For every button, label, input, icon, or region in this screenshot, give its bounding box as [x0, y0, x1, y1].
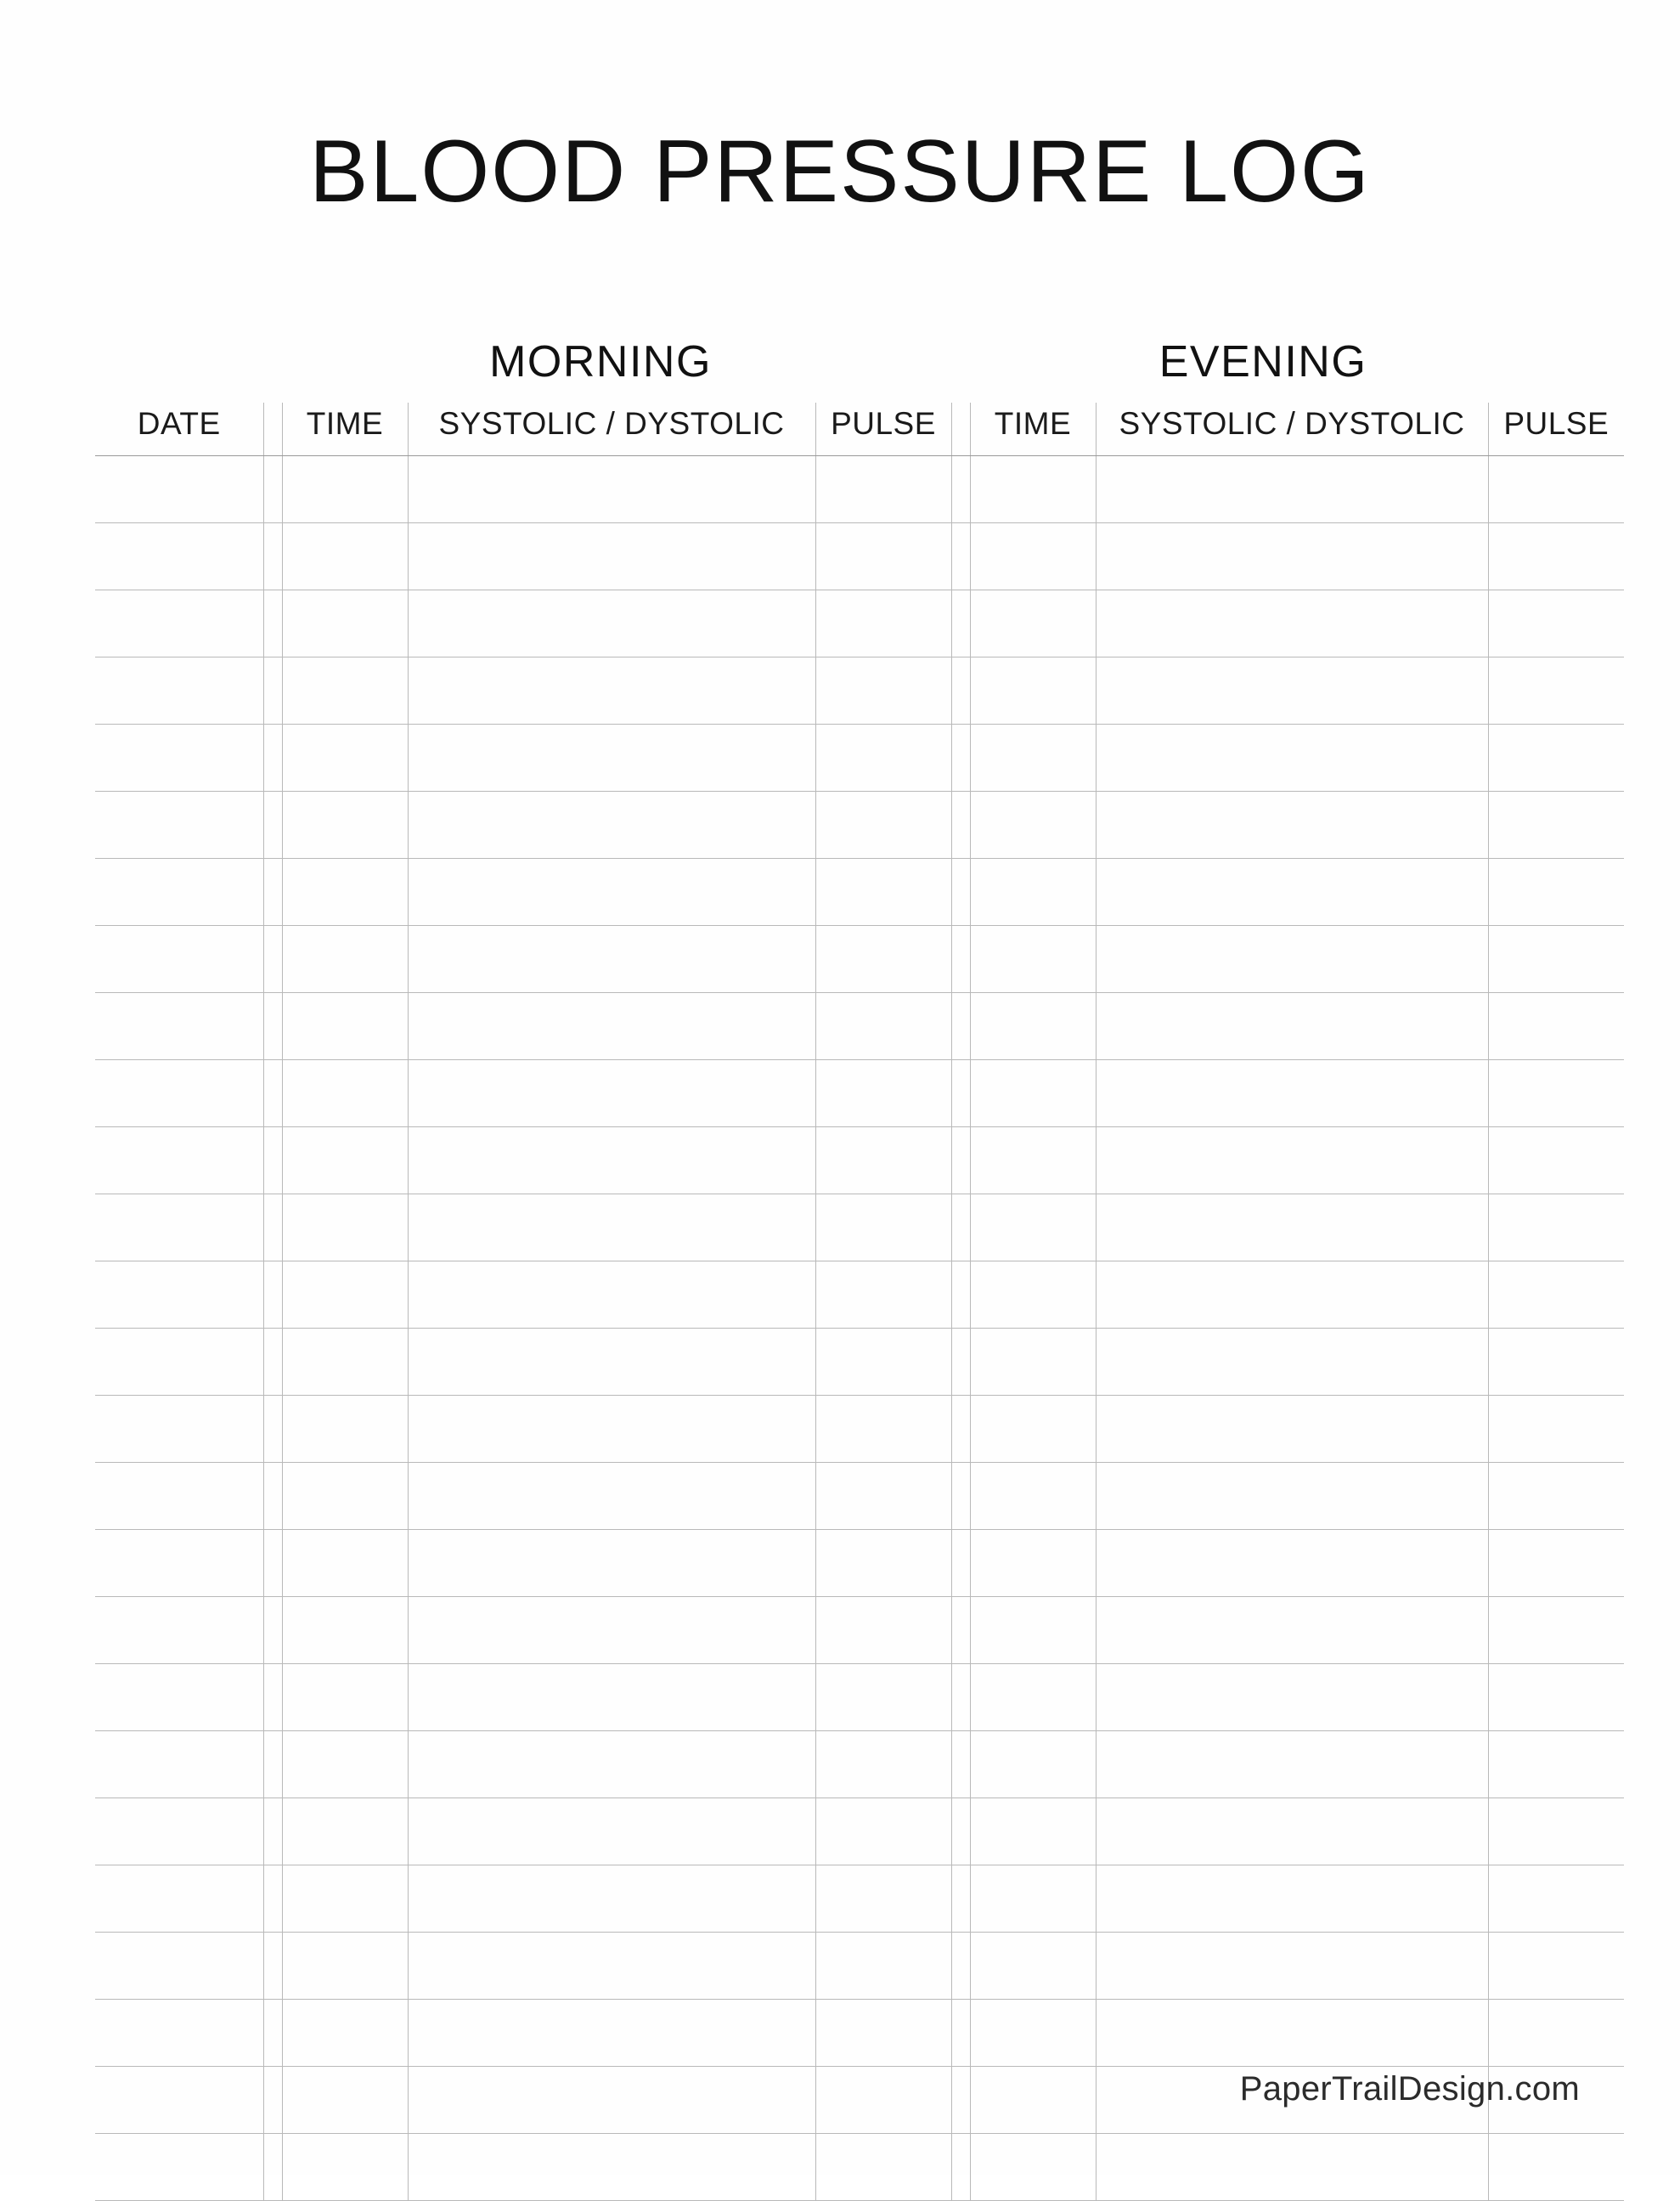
cell-morning-systolic-dystolic[interactable]	[408, 1462, 815, 1529]
column-header-evening-pulse: PULSE	[1488, 403, 1624, 456]
cell-divider-right[interactable]	[951, 1328, 970, 1395]
cell-date[interactable]	[95, 791, 263, 858]
cell-evening-time[interactable]	[970, 1194, 1096, 1261]
cell-divider-left[interactable]	[263, 1932, 282, 1999]
cell-evening-time[interactable]	[970, 1059, 1096, 1126]
cell-evening-time[interactable]	[970, 2133, 1096, 2200]
cell-morning-pulse[interactable]	[815, 1328, 951, 1395]
cell-date[interactable]	[95, 455, 263, 522]
cell-morning-systolic-dystolic[interactable]	[408, 1059, 815, 1126]
table-header-row	[95, 403, 1624, 456]
cell-evening-pulse[interactable]	[1488, 724, 1624, 791]
cell-divider-left[interactable]	[263, 1999, 282, 2066]
cell-morning-pulse[interactable]	[815, 1663, 951, 1730]
table-row	[95, 1596, 1624, 1663]
cell-morning-systolic-dystolic[interactable]	[408, 1663, 815, 1730]
table-row	[95, 1126, 1624, 1194]
table-row	[95, 657, 1624, 724]
cell-evening-pulse[interactable]	[1488, 1462, 1624, 1529]
column-header-evening-systolic-dystolic: SYSTOLIC / DYSTOLIC	[1096, 403, 1488, 456]
table-row	[95, 1261, 1624, 1328]
table-row	[95, 590, 1624, 657]
cell-divider-left[interactable]	[263, 1529, 282, 1596]
cell-morning-systolic-dystolic[interactable]	[408, 1932, 815, 1999]
cell-evening-systolic-dystolic[interactable]	[1096, 1663, 1488, 1730]
cell-evening-time[interactable]	[970, 1328, 1096, 1395]
column-header-morning-systolic-dystolic: SYSTOLIC / DYSTOLIC	[408, 403, 815, 456]
cell-morning-pulse[interactable]	[815, 2133, 951, 2200]
cell-divider-right[interactable]	[951, 1529, 970, 1596]
cell-evening-time[interactable]	[970, 1730, 1096, 1797]
blood-pressure-log-table	[95, 403, 1624, 2201]
cell-evening-time[interactable]	[970, 1797, 1096, 1865]
cell-date[interactable]	[95, 657, 263, 724]
cell-morning-time[interactable]	[282, 1395, 408, 1462]
cell-evening-time[interactable]	[970, 1663, 1096, 1730]
cell-divider-right[interactable]	[951, 455, 970, 522]
cell-evening-systolic-dystolic[interactable]	[1096, 1194, 1488, 1261]
cell-date[interactable]	[95, 1261, 263, 1328]
cell-divider-right[interactable]	[951, 1261, 970, 1328]
cell-divider-right[interactable]	[951, 992, 970, 1059]
cell-divider-right[interactable]	[951, 1126, 970, 1194]
cell-evening-time[interactable]	[970, 1932, 1096, 1999]
cell-morning-systolic-dystolic[interactable]	[408, 1529, 815, 1596]
cell-evening-systolic-dystolic[interactable]	[1096, 1529, 1488, 1596]
cell-divider-right[interactable]	[951, 657, 970, 724]
table-row	[95, 1059, 1624, 1126]
column-header-morning-time: TIME	[282, 403, 408, 456]
cell-evening-systolic-dystolic[interactable]	[1096, 2133, 1488, 2200]
cell-morning-pulse[interactable]	[815, 858, 951, 925]
cell-evening-time[interactable]	[970, 1596, 1096, 1663]
cell-morning-time[interactable]	[282, 858, 408, 925]
cell-morning-time[interactable]	[282, 1865, 408, 1932]
cell-date[interactable]	[95, 522, 263, 590]
cell-date[interactable]	[95, 992, 263, 1059]
table-row	[95, 1395, 1624, 1462]
cell-date[interactable]	[95, 1462, 263, 1529]
cell-morning-pulse[interactable]	[815, 1797, 951, 1865]
cell-morning-time[interactable]	[282, 2133, 408, 2200]
cell-date[interactable]	[95, 724, 263, 791]
cell-divider-right[interactable]	[951, 2133, 970, 2200]
column-header-evening-time: TIME	[970, 403, 1096, 456]
cell-morning-time[interactable]	[282, 724, 408, 791]
cell-morning-systolic-dystolic[interactable]	[408, 2066, 815, 2133]
cell-morning-systolic-dystolic[interactable]	[408, 657, 815, 724]
section-header-morning: MORNING	[489, 336, 712, 387]
cell-morning-systolic-dystolic[interactable]	[408, 1395, 815, 1462]
cell-evening-systolic-dystolic[interactable]	[1096, 1395, 1488, 1462]
column-divider-left	[263, 403, 282, 456]
cell-morning-pulse[interactable]	[815, 590, 951, 657]
cell-evening-systolic-dystolic[interactable]	[1096, 590, 1488, 657]
cell-morning-pulse[interactable]	[815, 455, 951, 522]
cell-morning-time[interactable]	[282, 925, 408, 992]
cell-evening-time[interactable]	[970, 992, 1096, 1059]
cell-morning-time[interactable]	[282, 455, 408, 522]
cell-divider-left[interactable]	[263, 1328, 282, 1395]
section-header-row	[0, 336, 1680, 387]
cell-evening-systolic-dystolic[interactable]	[1096, 858, 1488, 925]
cell-divider-right[interactable]	[951, 724, 970, 791]
cell-morning-systolic-dystolic[interactable]	[408, 791, 815, 858]
cell-evening-time[interactable]	[970, 1529, 1096, 1596]
cell-morning-time[interactable]	[282, 1462, 408, 1529]
cell-divider-right[interactable]	[951, 858, 970, 925]
cell-morning-pulse[interactable]	[815, 791, 951, 858]
cell-evening-systolic-dystolic[interactable]	[1096, 1797, 1488, 1865]
cell-morning-pulse[interactable]	[815, 724, 951, 791]
table-row	[95, 1663, 1624, 1730]
cell-evening-pulse[interactable]	[1488, 925, 1624, 992]
cell-evening-pulse[interactable]	[1488, 1261, 1624, 1328]
cell-evening-systolic-dystolic[interactable]	[1096, 925, 1488, 992]
cell-evening-pulse[interactable]	[1488, 1395, 1624, 1462]
cell-evening-time[interactable]	[970, 455, 1096, 522]
cell-evening-pulse[interactable]	[1488, 590, 1624, 657]
cell-divider-right[interactable]	[951, 1194, 970, 1261]
cell-morning-systolic-dystolic[interactable]	[408, 1126, 815, 1194]
cell-morning-time[interactable]	[282, 1126, 408, 1194]
cell-date[interactable]	[95, 1395, 263, 1462]
table-row	[95, 1999, 1624, 2066]
column-divider-right	[951, 403, 970, 456]
cell-evening-pulse[interactable]	[1488, 522, 1624, 590]
table-body	[95, 455, 1624, 2200]
cell-date[interactable]	[95, 925, 263, 992]
cell-morning-time[interactable]	[282, 1596, 408, 1663]
cell-date[interactable]	[95, 1999, 263, 2066]
cell-morning-systolic-dystolic[interactable]	[408, 1261, 815, 1328]
cell-morning-systolic-dystolic[interactable]	[408, 992, 815, 1059]
column-header-morning-pulse: PULSE	[815, 403, 951, 456]
cell-evening-pulse[interactable]	[1488, 1596, 1624, 1663]
cell-morning-pulse[interactable]	[815, 2066, 951, 2133]
cell-date[interactable]	[95, 858, 263, 925]
cell-morning-pulse[interactable]	[815, 1730, 951, 1797]
cell-date[interactable]	[95, 2133, 263, 2200]
cell-divider-left[interactable]	[263, 1462, 282, 1529]
cell-evening-time[interactable]	[970, 1395, 1096, 1462]
table-row	[95, 791, 1624, 858]
cell-date[interactable]	[95, 1194, 263, 1261]
cell-morning-systolic-dystolic[interactable]	[408, 1999, 815, 2066]
cell-divider-right[interactable]	[951, 1730, 970, 1797]
table-row	[95, 992, 1624, 1059]
cell-evening-systolic-dystolic[interactable]	[1096, 1596, 1488, 1663]
cell-divider-left[interactable]	[263, 925, 282, 992]
cell-morning-pulse[interactable]	[815, 1932, 951, 1999]
cell-morning-pulse[interactable]	[815, 1126, 951, 1194]
cell-morning-pulse[interactable]	[815, 1529, 951, 1596]
cell-morning-time[interactable]	[282, 1932, 408, 1999]
cell-morning-time[interactable]	[282, 1663, 408, 1730]
cell-morning-systolic-dystolic[interactable]	[408, 1865, 815, 1932]
table-row	[95, 2133, 1624, 2200]
cell-evening-time[interactable]	[970, 1126, 1096, 1194]
cell-evening-time[interactable]	[970, 724, 1096, 791]
section-header-spacer	[95, 336, 265, 387]
cell-date[interactable]	[95, 1059, 263, 1126]
cell-morning-time[interactable]	[282, 1059, 408, 1126]
cell-evening-pulse[interactable]	[1488, 1126, 1624, 1194]
cell-morning-time[interactable]	[282, 590, 408, 657]
cell-evening-pulse[interactable]	[1488, 2133, 1624, 2200]
cell-divider-left[interactable]	[263, 791, 282, 858]
cell-divider-right[interactable]	[951, 1395, 970, 1462]
table-row	[95, 1932, 1624, 1999]
cell-morning-pulse[interactable]	[815, 1059, 951, 1126]
cell-divider-left[interactable]	[263, 657, 282, 724]
cell-evening-pulse[interactable]	[1488, 1663, 1624, 1730]
cell-morning-pulse[interactable]	[815, 1395, 951, 1462]
cell-morning-time[interactable]	[282, 1999, 408, 2066]
cell-morning-pulse[interactable]	[815, 657, 951, 724]
cell-evening-time[interactable]	[970, 522, 1096, 590]
cell-date[interactable]	[95, 1865, 263, 1932]
cell-evening-pulse[interactable]	[1488, 657, 1624, 724]
cell-morning-pulse[interactable]	[815, 1865, 951, 1932]
log-table-wrapper	[0, 403, 1680, 2201]
cell-divider-right[interactable]	[951, 1999, 970, 2066]
cell-evening-time[interactable]	[970, 1999, 1096, 2066]
cell-date[interactable]	[95, 1596, 263, 1663]
cell-evening-time[interactable]	[970, 1261, 1096, 1328]
cell-evening-pulse[interactable]	[1488, 1797, 1624, 1865]
cell-date[interactable]	[95, 590, 263, 657]
cell-evening-systolic-dystolic[interactable]	[1096, 522, 1488, 590]
cell-divider-right[interactable]	[951, 1462, 970, 1529]
cell-evening-pulse[interactable]	[1488, 1865, 1624, 1932]
cell-morning-time[interactable]	[282, 2066, 408, 2133]
cell-morning-time[interactable]	[282, 522, 408, 590]
cell-evening-systolic-dystolic[interactable]	[1096, 724, 1488, 791]
cell-divider-right[interactable]	[951, 925, 970, 992]
cell-divider-left[interactable]	[263, 724, 282, 791]
cell-morning-systolic-dystolic[interactable]	[408, 1328, 815, 1395]
cell-evening-pulse[interactable]	[1488, 858, 1624, 925]
cell-morning-systolic-dystolic[interactable]	[408, 724, 815, 791]
cell-morning-systolic-dystolic[interactable]	[408, 455, 815, 522]
cell-date[interactable]	[95, 1797, 263, 1865]
table-row	[95, 1462, 1624, 1529]
cell-divider-right[interactable]	[951, 1663, 970, 1730]
section-header-evening: EVENING	[1159, 336, 1367, 387]
cell-morning-pulse[interactable]	[815, 1462, 951, 1529]
cell-morning-time[interactable]	[282, 1730, 408, 1797]
cell-divider-left[interactable]	[263, 1797, 282, 1865]
cell-morning-pulse[interactable]	[815, 1261, 951, 1328]
cell-morning-pulse[interactable]	[815, 992, 951, 1059]
table-row	[95, 455, 1624, 522]
cell-evening-pulse[interactable]	[1488, 1328, 1624, 1395]
cell-date[interactable]	[95, 1126, 263, 1194]
cell-divider-right[interactable]	[951, 1932, 970, 1999]
cell-morning-systolic-dystolic[interactable]	[408, 590, 815, 657]
table-row	[95, 1194, 1624, 1261]
cell-date[interactable]	[95, 2066, 263, 2133]
cell-evening-time[interactable]	[970, 590, 1096, 657]
cell-evening-pulse[interactable]	[1488, 1999, 1624, 2066]
cell-morning-time[interactable]	[282, 992, 408, 1059]
cell-evening-time[interactable]	[970, 1462, 1096, 1529]
cell-morning-time[interactable]	[282, 1797, 408, 1865]
cell-evening-systolic-dystolic[interactable]	[1096, 1328, 1488, 1395]
footer-branding: PaperTrailDesign.com	[1239, 2070, 1580, 2108]
cell-divider-right[interactable]	[951, 1797, 970, 1865]
cell-divider-left[interactable]	[263, 858, 282, 925]
cell-evening-time[interactable]	[970, 791, 1096, 858]
cell-evening-systolic-dystolic[interactable]	[1096, 1932, 1488, 1999]
table-row	[95, 522, 1624, 590]
cell-morning-systolic-dystolic[interactable]	[408, 2133, 815, 2200]
cell-divider-left[interactable]	[263, 1596, 282, 1663]
cell-divider-right[interactable]	[951, 791, 970, 858]
table-row	[95, 1797, 1624, 1865]
cell-date[interactable]	[95, 1663, 263, 1730]
cell-evening-systolic-dystolic[interactable]	[1096, 1999, 1488, 2066]
cell-evening-systolic-dystolic[interactable]	[1096, 1730, 1488, 1797]
cell-evening-pulse[interactable]	[1488, 1059, 1624, 1126]
cell-divider-left[interactable]	[263, 2133, 282, 2200]
cell-evening-time[interactable]	[970, 858, 1096, 925]
table-row	[95, 925, 1624, 992]
table-row	[95, 724, 1624, 791]
table-row	[95, 1529, 1624, 1596]
cell-morning-pulse[interactable]	[815, 925, 951, 992]
cell-evening-systolic-dystolic[interactable]	[1096, 1261, 1488, 1328]
cell-divider-left[interactable]	[263, 1730, 282, 1797]
cell-evening-pulse[interactable]	[1488, 455, 1624, 522]
cell-evening-time[interactable]	[970, 925, 1096, 992]
cell-divider-left[interactable]	[263, 590, 282, 657]
cell-morning-time[interactable]	[282, 1328, 408, 1395]
column-header-date: DATE	[95, 403, 263, 456]
cell-evening-systolic-dystolic[interactable]	[1096, 1126, 1488, 1194]
cell-evening-pulse[interactable]	[1488, 1194, 1624, 1261]
cell-divider-left[interactable]	[263, 1126, 282, 1194]
table-row	[95, 858, 1624, 925]
cell-evening-time[interactable]	[970, 657, 1096, 724]
cell-morning-time[interactable]	[282, 1529, 408, 1596]
cell-divider-left[interactable]	[263, 1395, 282, 1462]
cell-evening-systolic-dystolic[interactable]	[1096, 1059, 1488, 1126]
cell-evening-systolic-dystolic[interactable]	[1096, 657, 1488, 724]
table-row	[95, 1865, 1624, 1932]
cell-morning-time[interactable]	[282, 1261, 408, 1328]
cell-morning-systolic-dystolic[interactable]	[408, 858, 815, 925]
cell-date[interactable]	[95, 1328, 263, 1395]
cell-date[interactable]	[95, 1529, 263, 1596]
table-row	[95, 1730, 1624, 1797]
cell-divider-left[interactable]	[263, 1059, 282, 1126]
cell-evening-pulse[interactable]	[1488, 1932, 1624, 1999]
cell-date[interactable]	[95, 1932, 263, 1999]
cell-divider-right[interactable]	[951, 590, 970, 657]
cell-evening-systolic-dystolic[interactable]	[1096, 455, 1488, 522]
cell-evening-systolic-dystolic[interactable]	[1096, 791, 1488, 858]
cell-morning-pulse[interactable]	[815, 1596, 951, 1663]
cell-morning-time[interactable]	[282, 657, 408, 724]
cell-morning-systolic-dystolic[interactable]	[408, 522, 815, 590]
cell-morning-time[interactable]	[282, 1194, 408, 1261]
cell-morning-systolic-dystolic[interactable]	[408, 1194, 815, 1261]
cell-morning-pulse[interactable]	[815, 522, 951, 590]
cell-evening-pulse[interactable]	[1488, 992, 1624, 1059]
cell-evening-pulse[interactable]	[1488, 1529, 1624, 1596]
table-row	[95, 1328, 1624, 1395]
cell-date[interactable]	[95, 1730, 263, 1797]
cell-divider-left[interactable]	[263, 1194, 282, 1261]
cell-divider-right[interactable]	[951, 1865, 970, 1932]
cell-divider-left[interactable]	[263, 1261, 282, 1328]
page-title: BLOOD PRESSURE LOG	[309, 122, 1371, 221]
cell-evening-systolic-dystolic[interactable]	[1096, 992, 1488, 1059]
cell-evening-systolic-dystolic[interactable]	[1096, 1462, 1488, 1529]
cell-divider-left[interactable]	[263, 522, 282, 590]
cell-divider-right[interactable]	[951, 2066, 970, 2133]
cell-divider-left[interactable]	[263, 1865, 282, 1932]
cell-divider-left[interactable]	[263, 1663, 282, 1730]
cell-divider-right[interactable]	[951, 1059, 970, 1126]
cell-evening-systolic-dystolic[interactable]	[1096, 1865, 1488, 1932]
cell-morning-systolic-dystolic[interactable]	[408, 1596, 815, 1663]
cell-morning-pulse[interactable]	[815, 1999, 951, 2066]
cell-evening-time[interactable]	[970, 2066, 1096, 2133]
cell-divider-left[interactable]	[263, 2066, 282, 2133]
cell-morning-time[interactable]	[282, 791, 408, 858]
cell-evening-pulse[interactable]	[1488, 1730, 1624, 1797]
cell-divider-right[interactable]	[951, 1596, 970, 1663]
cell-morning-pulse[interactable]	[815, 1194, 951, 1261]
cell-evening-time[interactable]	[970, 1865, 1096, 1932]
cell-morning-systolic-dystolic[interactable]	[408, 925, 815, 992]
cell-evening-pulse[interactable]	[1488, 791, 1624, 858]
cell-divider-right[interactable]	[951, 522, 970, 590]
cell-divider-left[interactable]	[263, 992, 282, 1059]
cell-morning-systolic-dystolic[interactable]	[408, 1797, 815, 1865]
cell-morning-systolic-dystolic[interactable]	[408, 1730, 815, 1797]
cell-divider-left[interactable]	[263, 455, 282, 522]
